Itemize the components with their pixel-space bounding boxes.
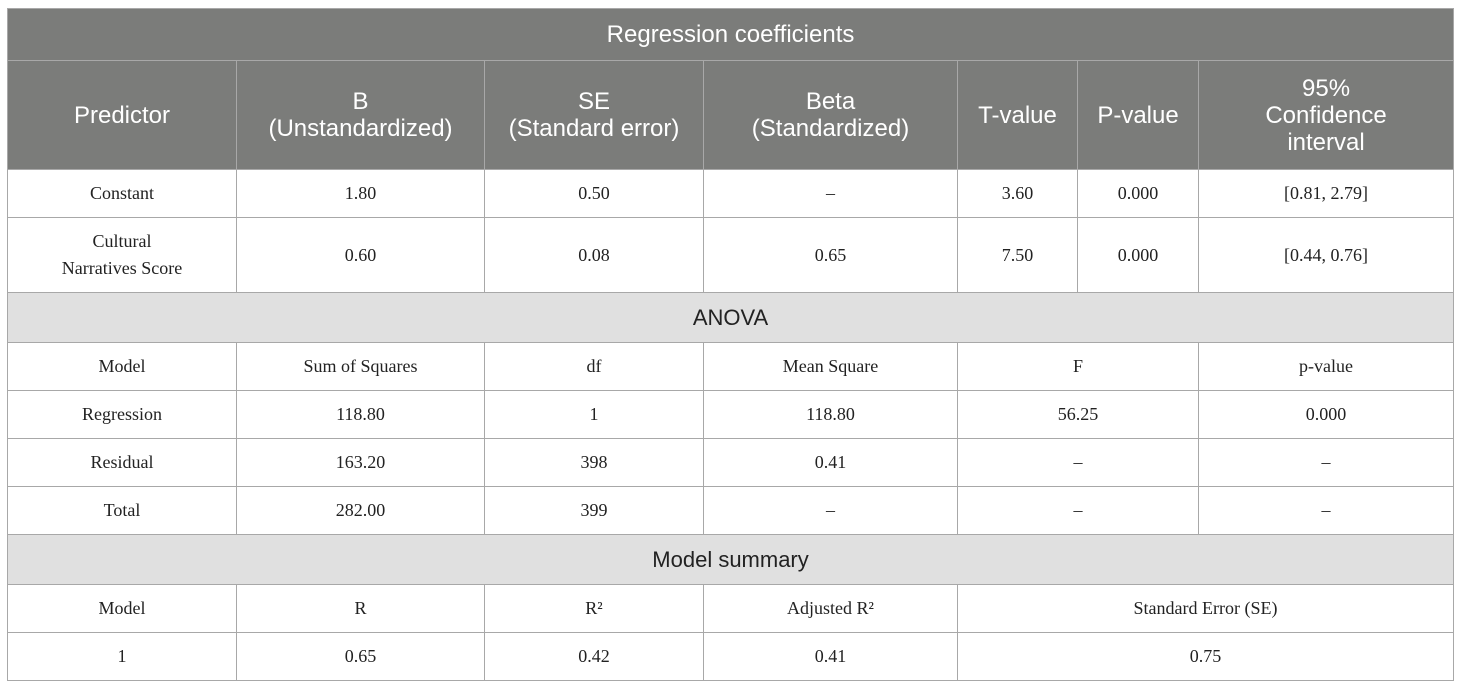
header-beta-line1: Beta [805,88,856,115]
anova-header-row [8,343,1454,391]
cell-adj-r2: 0.41 [704,633,958,681]
cell-se: 0.08 [485,218,704,293]
anova-header-model: Model [8,343,237,391]
regression-table [7,8,1454,681]
cell-predictor-line2: Narratives Score [61,258,183,278]
table-row [8,218,1454,293]
header-t-value: T-value [958,61,1078,170]
anova-header-p: p-value [1199,343,1454,391]
summary-header-se: Standard Error (SE) [958,585,1454,633]
cell-df: 399 [485,487,704,535]
cell-p: – [1199,439,1454,487]
header-se-line2: (Standard error) [508,115,680,142]
summary-header-r2: R² [485,585,704,633]
header-confidence-interval [1199,61,1454,170]
cell-ms: – [704,487,958,535]
cell-predictor-line1: Cultural [92,231,152,251]
table-row [8,391,1454,439]
cell-b: 1.80 [237,170,485,218]
cell-ms: 0.41 [704,439,958,487]
cell-ss: 118.80 [237,391,485,439]
summary-header-model: Model [8,585,237,633]
cell-model: 1 [8,633,237,681]
anova-header-f: F [958,343,1199,391]
table-row [8,633,1454,681]
header-predictor: Predictor [8,61,237,170]
table-row [8,487,1454,535]
anova-header-ss: Sum of Squares [237,343,485,391]
cell-r2: 0.42 [485,633,704,681]
cell-se: 0.75 [958,633,1454,681]
cell-ss: 282.00 [237,487,485,535]
header-se-line1: SE [577,88,610,115]
header-b [237,61,485,170]
cell-ci: [0.44, 0.76] [1199,218,1454,293]
cell-predictor [8,218,237,293]
cell-p: 0.000 [1078,170,1199,218]
cell-r: 0.65 [237,633,485,681]
cell-t: 7.50 [958,218,1078,293]
cell-ci: [0.81, 2.79] [1199,170,1454,218]
summary-title: Model summary [8,535,1454,585]
cell-ss: 163.20 [237,439,485,487]
cell-predictor: Constant [8,170,237,218]
summary-header-r: R [237,585,485,633]
header-ci-line2: Confidence [1265,101,1387,129]
header-beta-line2: (Standardized) [751,115,910,142]
cell-b: 0.60 [237,218,485,293]
anova-header-df: df [485,343,704,391]
cell-beta: – [704,170,958,218]
header-b-line2: (Unstandardized) [268,115,453,142]
cell-p: 0.000 [1078,218,1199,293]
header-p-value: P-value [1078,61,1199,170]
cell-t: 3.60 [958,170,1078,218]
cell-model: Regression [8,391,237,439]
cell-se: 0.50 [485,170,704,218]
cell-f: – [958,487,1199,535]
cell-f: 56.25 [958,391,1199,439]
cell-ms: 118.80 [704,391,958,439]
header-ci-line3: interval [1287,128,1365,156]
anova-title: ANOVA [8,293,1454,343]
cell-p: 0.000 [1199,391,1454,439]
summary-header-adj-r2: Adjusted R² [704,585,958,633]
header-ci-line1: 95% [1302,74,1351,102]
table-row [8,170,1454,218]
cell-p: – [1199,487,1454,535]
header-b-line1: B [352,88,369,115]
anova-header-ms: Mean Square [704,343,958,391]
cell-model: Residual [8,439,237,487]
cell-model: Total [8,487,237,535]
header-se [485,61,704,170]
table-row [8,439,1454,487]
summary-header-row [8,585,1454,633]
cell-beta: 0.65 [704,218,958,293]
cell-f: – [958,439,1199,487]
cell-df: 1 [485,391,704,439]
cell-df: 398 [485,439,704,487]
header-beta [704,61,958,170]
coefficients-title: Regression coefficients [8,9,1454,61]
